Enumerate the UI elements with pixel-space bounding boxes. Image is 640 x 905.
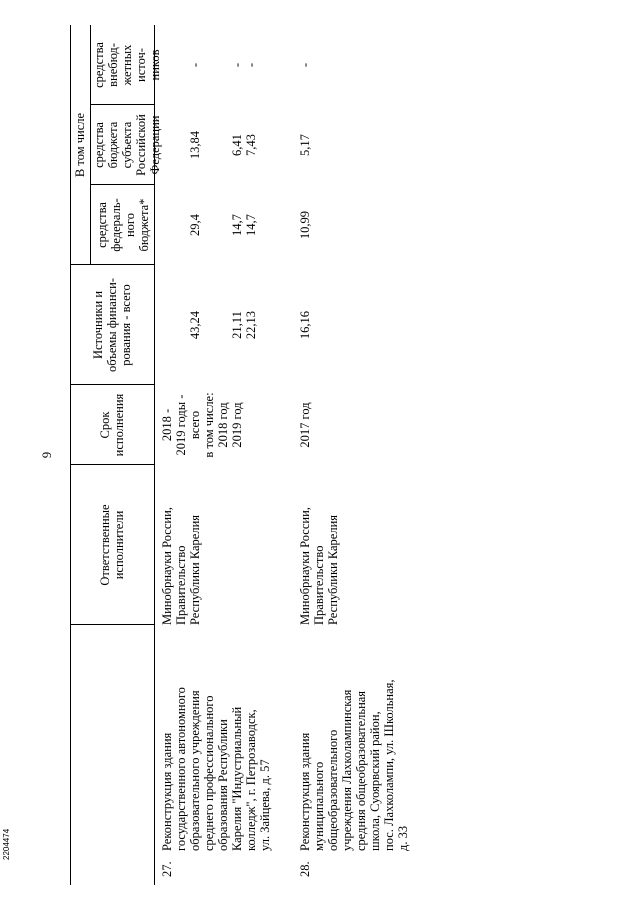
rotated-table-page — [40, 25, 600, 885]
header-including: В том числе — [73, 112, 87, 178]
row-28-term: 2017 год — [298, 402, 312, 448]
row-28-total: 16,16 — [298, 310, 312, 340]
row-28-extra: - — [298, 62, 312, 68]
page-number: 9 — [40, 451, 54, 459]
row-28-regional: 5,17 — [298, 134, 312, 156]
document-id: 2204474 — [2, 828, 11, 860]
row-27-regional: 13,84 6,41 7,43 — [188, 130, 258, 160]
row-27-total: 43,24 21,11 22,13 — [188, 310, 258, 340]
row-27-extra: - - - — [188, 62, 258, 68]
header-regional: средства бюджета субъекта Российской Федерации — [92, 114, 162, 176]
row-28-number: 28. — [298, 861, 312, 877]
header-executors: Ответственные исполнители — [98, 504, 126, 586]
header-total: Источники и объемы финанси- рования - всего — [91, 278, 133, 372]
header-term: Срок исполнения — [98, 393, 126, 457]
row-27-number: 27. — [160, 861, 174, 877]
header-extra: средства внебюд- жетных источ- ников — [92, 42, 162, 88]
row-28-federal: 10,99 — [298, 210, 312, 240]
row-28-name: Реконструкция здания муниципального общеобразовательного учреждения Лахколампинская средняя общеобразовательная школа, Суоярвский район, пос. Лахколампи, ул. Школьная, д. 33 — [298, 679, 410, 851]
row-28-executors: Минобрнауки России, Правительство Республики Карелия — [298, 507, 340, 625]
row-27-term: 2018 - 2019 годы - всего в том числе: 2018 год 2019 год — [160, 392, 244, 458]
row-27-federal: 29,4 14,7 14,7 — [188, 214, 258, 236]
subheader-divider — [90, 25, 91, 265]
table-top-border — [70, 25, 71, 885]
row-27-name: Реконструкция здания государственного автономного образовательного учреждения среднего профессионального образования Республики Карелия "Индустриальный колледж", г. Петрозаводск, ул. Зайцева, д. 57 — [160, 687, 272, 851]
header-federal: средства федераль- ного бюджета* — [95, 198, 151, 252]
row-27-executors: Минобрнауки России, Правительство Республики Карелия — [160, 507, 202, 625]
